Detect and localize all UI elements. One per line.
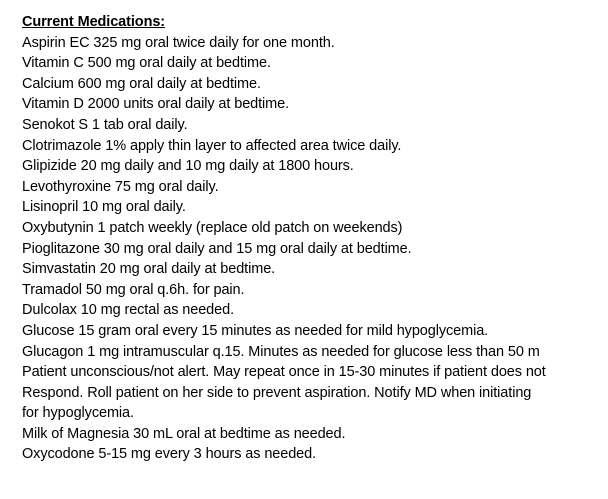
medication-line: Patient unconscious/not alert. May repeat once in 15-30 minutes if patient does not (22, 364, 546, 381)
medication-line: Milk of Magnesia 30 mL oral at bedtime as needed. (22, 425, 346, 442)
medication-line: Simvastatin 20 mg oral daily at bedtime. (22, 261, 276, 278)
medication-line: Oxybutynin 1 patch weekly (replace old patch on weekends) (22, 219, 403, 236)
section-heading: Current Medications: (22, 14, 166, 30)
medication-line: for hypoglycemia. (22, 405, 134, 422)
medication-line: Oxycodone 5-15 mg every 3 hours as needed. (22, 446, 317, 463)
medication-list (22, 33, 606, 465)
medication-line: Senokot S 1 tab oral daily. (22, 116, 188, 133)
medication-line: Vitamin C 500 mg oral daily at bedtime. (22, 55, 271, 72)
medication-line: Glucagon 1 mg intramuscular q.15. Minutes as needed for glucose less than 50 m (22, 343, 540, 360)
medication-line: Vitamin D 2000 units oral daily at bedtime. (22, 96, 290, 113)
medication-line: Aspirin EC 325 mg oral twice daily for one month. (22, 34, 335, 51)
medication-line: Levothyroxine 75 mg oral daily. (22, 178, 219, 195)
medication-line: Respond. Roll patient on her side to prevent aspiration. Notify MD when initiating (22, 384, 532, 401)
medication-line: Clotrimazole 1% apply thin layer to affected area twice daily. (22, 137, 402, 154)
medication-document (22, 12, 606, 465)
medication-line: Calcium 600 mg oral daily at bedtime. (22, 75, 261, 92)
medication-line: Dulcolax 10 mg rectal as needed. (22, 302, 235, 319)
medication-line: Pioglitazone 30 mg oral daily and 15 mg oral daily at bedtime. (22, 240, 412, 257)
medication-line: Lisinopril 10 mg oral daily. (22, 199, 186, 216)
medication-line: Tramadol 50 mg oral q.6h. for pain. (22, 281, 245, 298)
medication-line: Glipizide 20 mg daily and 10 mg daily at 1800 hours. (22, 158, 354, 175)
medication-line: Glucose 15 gram oral every 15 minutes as needed for mild hypoglycemia. (22, 322, 489, 339)
